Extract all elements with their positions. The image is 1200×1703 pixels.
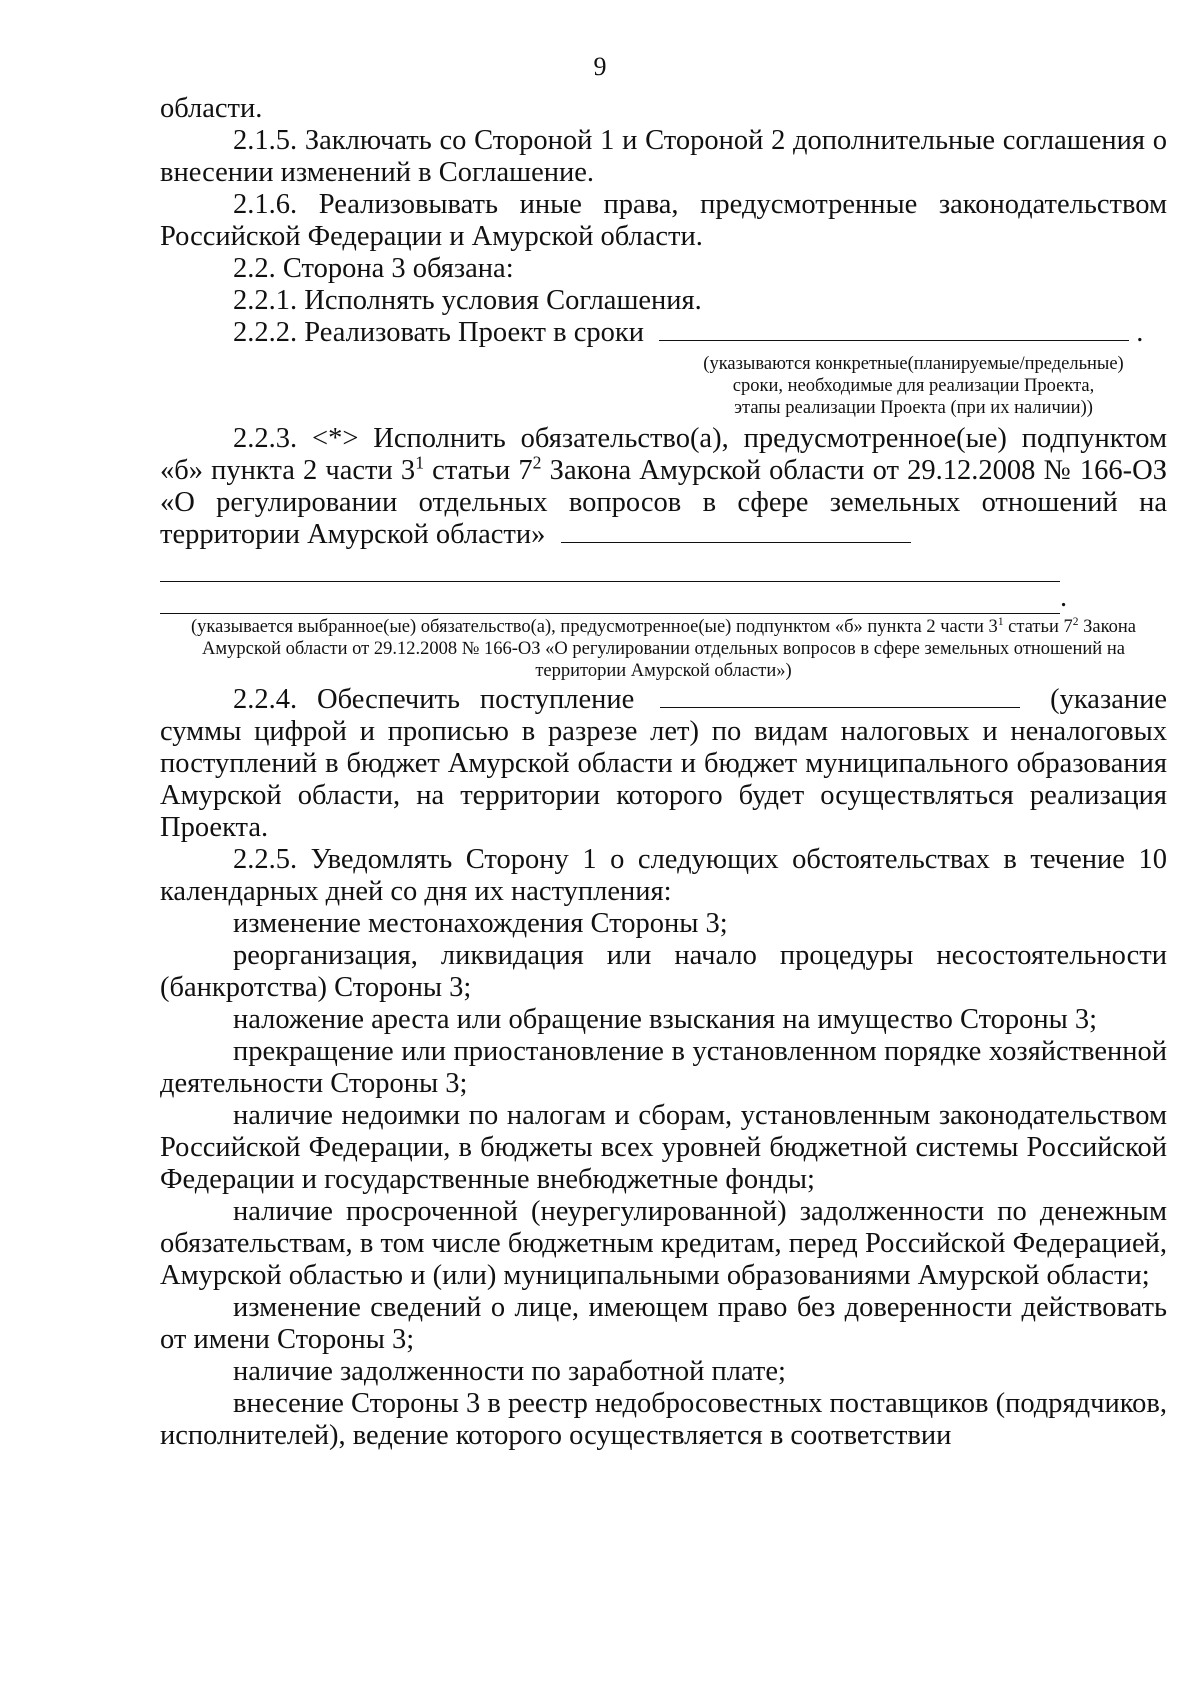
clause-2-1-6: 2.1.6. Реализовывать иные права, предусмотренные законодательством Российской Федерации и Амурской области. [160,189,1167,252]
note-line: (указываются конкретные(планируемые/предельные) [703,354,1124,374]
clause-2-2-2 [160,317,1167,349]
clause-2-2-2-end: . [1136,317,1144,348]
term-blank-line [659,339,1129,341]
clause-2-2: 2.2. Сторона 3 обязана: [233,253,514,284]
obligation-blank-line-2 [160,551,1060,582]
list-item: прекращение или приостановление в установленном порядке хозяйственной деятельности Стороны 3; [160,1036,1167,1099]
note-line: сроки, необходимые для реализации Проекта, [732,376,1095,396]
clause-2-2-1: 2.2.1. Исполнять условия Соглашения. [233,285,702,316]
clause-2-2-2-text: 2.2.2. Реализовать Проект в сроки [233,317,644,348]
list-item: внесение Стороны 3 в реестр недобросовестных поставщиков (подрядчиков, исполнителей), ведение которого осуществляется в соответствии [160,1388,1167,1451]
clause-text: (указание суммы цифрой и прописью в разрезе лет) по видам налоговых и неналоговых поступлений в бюджет Амурской области и бюджет муниципального образования Амурской области, на территории которого будет осуществляться реализация Проекта. [160,684,1168,843]
clause-2-2-5: 2.2.5. Уведомлять Сторону 1 о следующих обстоятельствах в течение 10 календарных дней со дня их наступления: [160,844,1167,907]
clause-2-2-4 [160,684,1167,844]
obligation-blank-line [561,541,911,543]
clause-2-1-5: 2.1.5. Заключать со Стороной 1 и Стороной 2 дополнительные соглашения о внесении изменений в Соглашение. [160,125,1167,188]
clause-text: 2.2.4. Обеспечить поступление [233,684,635,715]
superscript: 2 [1072,615,1079,628]
note-text: Закона Амурской области от 29.12.2008 № 166-ОЗ «О регулировании отдельных вопросов в сфере земельных отношений на территории Амурской области») [202,617,1136,681]
page-number: 9 [593,52,607,81]
list-item: реорганизация, ликвидация или начало процедуры несостоятельности (банкротства) Стороны 3; [160,940,1167,1003]
list-item: наличие задолженности по заработной плате; [233,1356,786,1387]
revenue-blank-line [660,706,1020,708]
note-text: (указывается выбранное(ые) обязательство(а), предусмотренное(ые) подпунктом «б» пункта 2 части 3 [191,617,998,637]
clause-text: статьи 7 [424,455,533,486]
list-item: изменение местонахождения Стороны 3; [233,908,728,939]
superscript: 2 [532,452,542,473]
clause-2-2-3 [160,423,1167,551]
superscript: 1 [997,615,1004,628]
note-line: этапы реализации Проекта (при их наличии)) [734,398,1093,418]
paragraph-oblasti: области. [160,93,263,124]
note-2-2-2 [660,353,1167,419]
clause-2-2-3-end: . [1060,582,1068,613]
clause-text: Закона Амурской области от 29.12.2008 № 166-ОЗ «О регулировании отдельных вопросов в сфере земельных отношений на территории Амурской области» [160,455,1167,550]
list-item: наличие просроченной (неурегулированной) задолженности по денежным обязательствам, в том числе бюджетным кредитам, перед Российской Федерацией, Амурской областью и (или) муниципальными образованиями Амурской области; [160,1196,1167,1291]
clause-text: 2.2.3. <*> Исполнить обязательство(а), предусмотренное(ые) подпунктом «б» пункта 2 части 3 [160,423,1167,486]
document-body [160,93,1167,1452]
obligation-blank-row [160,582,1167,614]
superscript: 1 [415,452,425,473]
list-item: наложение ареста или обращение взыскания на имущество Стороны 3; [233,1004,1098,1035]
list-item: наличие недоимки по налогам и сборам, установленным законодательством Российской Федерации, в бюджеты всех уровней бюджетной системы Российской Федерации и государственные внебюджетные фонды; [160,1100,1167,1195]
list-item: изменение сведений о лице, имеющем право без доверенности действовать от имени Стороны 3; [160,1292,1167,1355]
note-2-2-3 [160,616,1167,682]
obligation-blank-line-3 [160,583,1060,614]
note-text: статьи 7 [1003,617,1073,637]
